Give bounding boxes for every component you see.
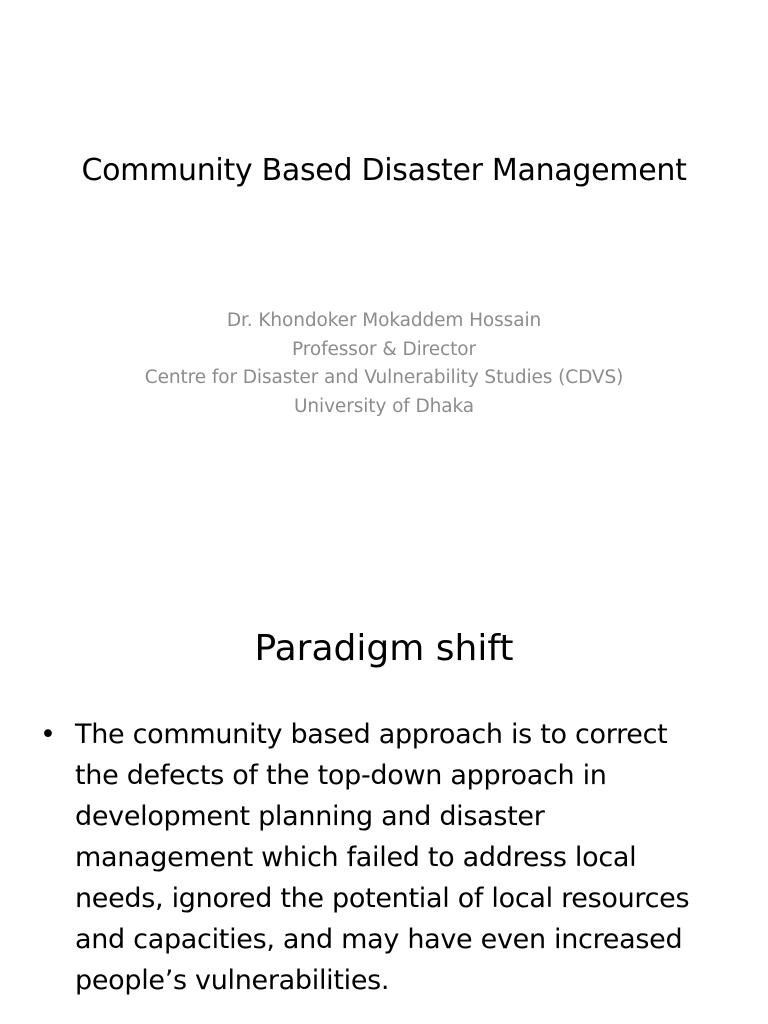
bullet-line: development planning and disaster — [75, 801, 545, 832]
bullet-line: needs, ignored the potential of local resources — [75, 883, 690, 914]
slide-title: Community Based Disaster Management — [81, 153, 687, 188]
bullet-line: people’s vulnerabilities. — [75, 965, 390, 996]
author-name: Dr. Khondoker Mokaddem Hossain — [226, 310, 542, 331]
author-position: Professor & Director — [292, 338, 476, 360]
bullet-list — [0, 714, 768, 1001]
bullet-line: the defects of the top-down approach in — [75, 760, 607, 791]
bullet-line: management which failed to address local — [75, 842, 637, 873]
bullet-item — [0, 714, 768, 1001]
author-university: University of Dhaka — [293, 395, 475, 417]
bullet-line: and capacities, and may have even increased — [75, 924, 683, 955]
content-slide — [0, 576, 768, 1024]
bullet-text — [75, 714, 734, 1001]
bullet-dot-icon: • — [40, 719, 56, 750]
bullet-line: The community based approach is to correct — [75, 719, 668, 750]
author-department: Centre for Disaster and Vulnerability Studies (CDVS) — [144, 367, 624, 388]
slide-heading: Paradigm shift — [254, 628, 514, 669]
author-info — [0, 307, 768, 421]
